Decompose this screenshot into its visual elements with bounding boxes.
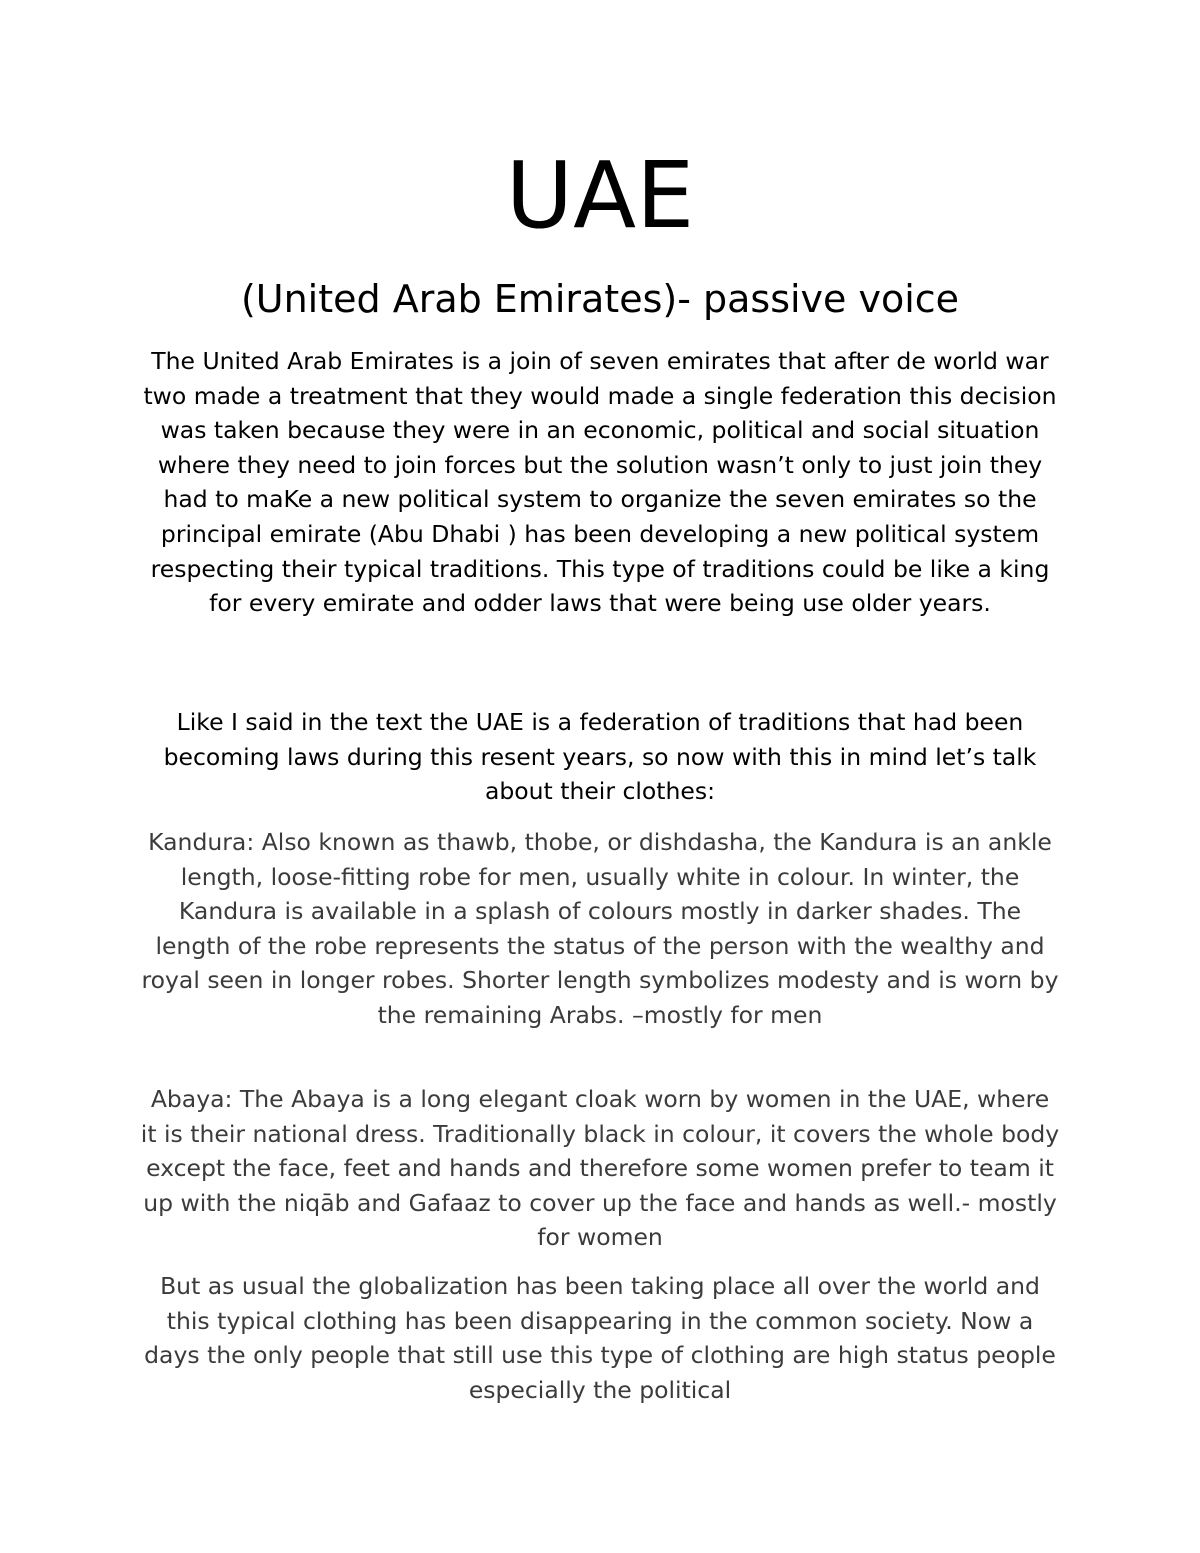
document-subtitle: (United Arab Emirates)- passive voice — [240, 277, 960, 321]
document-title: UAE — [505, 142, 695, 249]
paragraph-kandura: Kandura: Also known as thawb, thobe, or dishdasha, the Kandura is an ankle length, loose-fitting robe for men, usually white in colour. In winter, the Kandura is available in a splash of colours mostly in darker shades. The length of the robe represents the status of the person with the wealthy and royal seen in longer robes. Shorter length symbolizes modesty and is worn by the remaining Arabs. –mostly for men — [141, 828, 1059, 1029]
paragraph-traditions: Like I said in the text the UAE is a federation of traditions that had been becoming laws during this resent years, so now with this in mind let’s talk about their clothes: — [163, 708, 1037, 806]
paragraph-uae-intro: The United Arab Emirates is a join of seven emirates that after de world war two made a treatment that they would made a single federation this decision was taken because they were in an economic, political and social situation where they need to join forces but the solution wasn’t only to just join they had to maKe a new political system to organize the seven emirates so the principal emirate (Abu Dhabi ) has been developing a new political system respecting their typical traditions. This type of traditions could be like a king for every emirate and odder laws that were being use older years. — [143, 347, 1057, 618]
paragraph-globalization: But as usual the globalization has been taking place all over the world and this typical clothing has been disappearing in the common society. Now a days the only people that still use this type of clothing are high status people especially the political — [144, 1272, 1056, 1404]
paragraph-abaya: Abaya: The Abaya is a long elegant cloak worn by women in the UAE, where it is their national dress. Traditionally black in colour, it covers the whole body except the face, feet and hands and therefore some women prefer to team it up with the niqāb and Gafaaz to cover up the face and hands as well.- mostly for women — [140, 1085, 1060, 1252]
